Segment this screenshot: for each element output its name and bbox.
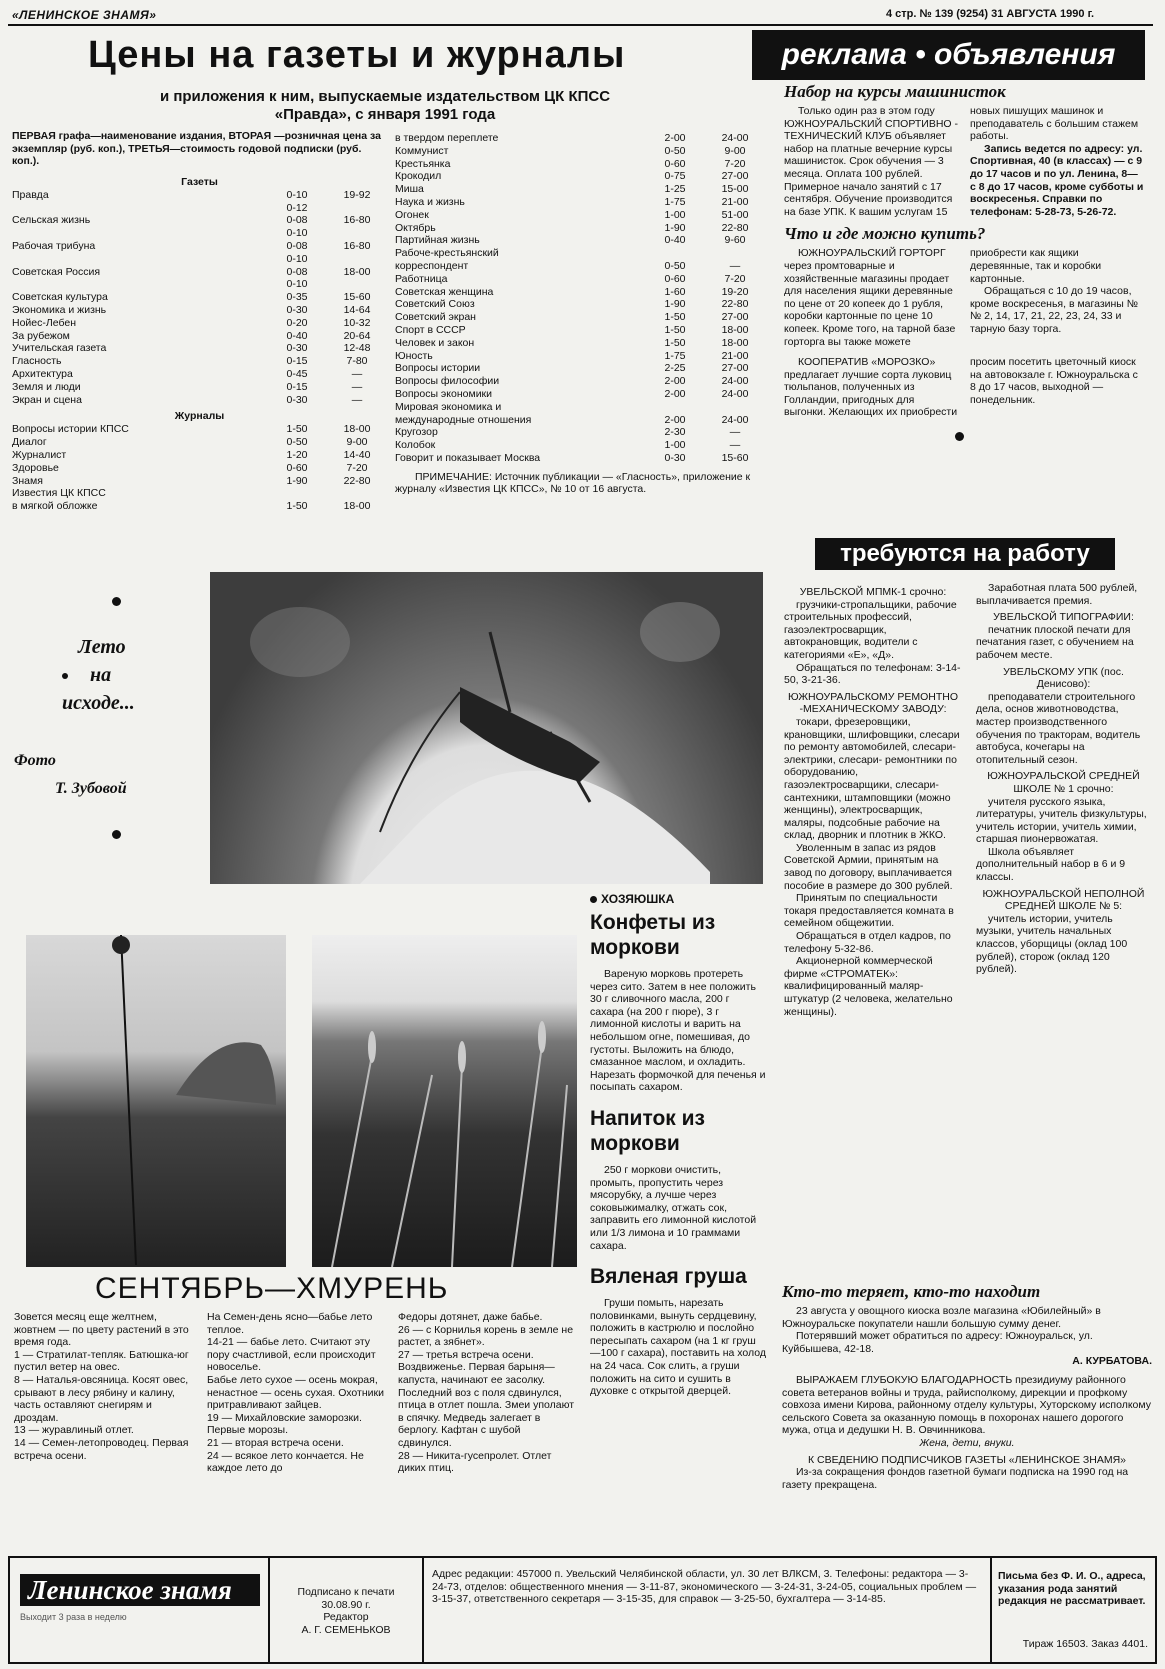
footer-divider (990, 1558, 992, 1662)
retail-price: 0-10 (286, 278, 308, 291)
caption-leto: Лето (78, 636, 126, 658)
publication-name: Советский экран (395, 311, 476, 324)
subscription-price: 14-64 (343, 303, 371, 316)
publication-name: в мягкой обложке (12, 500, 98, 513)
price-row (395, 286, 765, 299)
subscription-price: 22-80 (343, 474, 371, 487)
publication-name: Юность (395, 349, 433, 362)
subscription-price: 15-60 (721, 451, 749, 464)
prices-col-2 (395, 132, 765, 496)
subscription-price: 12-48 (343, 342, 371, 355)
retail-price: 1-50 (664, 336, 686, 349)
price-row (395, 260, 765, 273)
footer-logo: Ленинское знамя (20, 1574, 260, 1606)
job-paragraph: печатник плоской печати для печатания газет, с обучением на рабочем месте. (976, 623, 1134, 661)
retail-price: 0-35 (286, 291, 308, 304)
publication-name: Вопросы экономики (395, 387, 493, 400)
lost-block (782, 1282, 1152, 1491)
subscribers-head: К СВЕДЕНИЮ ПОДПИСЧИКОВ ГАЗЕТЫ «ЛЕНИНСКОЕ ЗНАМЯ» (808, 1453, 1126, 1466)
retail-price: 0-30 (286, 393, 308, 406)
publication-name: Архитектура (12, 367, 73, 380)
retail-price: 0-15 (286, 355, 308, 368)
subscription-price: — (729, 259, 741, 272)
subscription-price: 24-00 (721, 387, 749, 400)
subscription-price: 7-80 (346, 355, 368, 368)
prices-title: Цены на газеты и журналы (88, 34, 626, 76)
price-row (395, 362, 765, 375)
price-row (12, 475, 387, 488)
price-row (12, 214, 387, 227)
retail-price: 1-90 (664, 298, 686, 311)
publication-name (12, 202, 267, 215)
job-paragraph: учитель истории, учитель музыки, учитель начальных классов, уборщицы (оклад 100 рублей), сторож (оклад 120 рублей). (976, 912, 1128, 976)
subscription-price (705, 401, 765, 414)
publication-name (12, 278, 267, 291)
footer-logo-sub: Выходит 3 раза в неделю (20, 1612, 127, 1622)
price-row (395, 452, 765, 465)
caption-na: на (90, 664, 112, 686)
magazines-list (12, 423, 387, 513)
retail-price: 1-00 (664, 208, 686, 221)
top-rule (8, 24, 1153, 26)
caption-foto: Фото (14, 752, 56, 769)
publication-name: Знамя (12, 474, 43, 487)
subscription-price: 19-92 (343, 188, 371, 201)
price-row (395, 209, 765, 222)
caption-ishode: исходе... (62, 692, 135, 714)
september-col-3: Федоры дотянет, даже бабье. 26 — с Корнилья корень в земле не растет, а зябнет». 27 — третья встреча осени. Воздвиженье. Первая барыня— капуста, начинают ее засолку. Последний воз с поля сдвинулся, птица в отлет пошла. Змеи уполают в спячку. Медведь залегает в берлогу. Кафтан с шубой сдвинулся. 28 — Никита-гусепролет. Отлет диких птиц. (398, 1311, 575, 1475)
publication-name: Спорт в СССР (395, 323, 466, 336)
retail-price: 2-30 (664, 426, 686, 439)
subscription-price: 15-60 (343, 291, 371, 304)
jobs-banner: требуются на работу (815, 538, 1115, 570)
price-row (395, 324, 765, 337)
grasshopper-photo (210, 572, 763, 884)
price-row (395, 132, 765, 145)
price-row (12, 394, 387, 407)
subscription-price: — (351, 380, 363, 393)
recipe-text-2: 250 г моркови очистить, промыть, пропустить через мясорубку, а лучше через соковыжималку, отжать сок, заправить его лимонной кислотой или 1/3 лимона и 10 граммами сахара. (590, 1163, 757, 1252)
price-row (395, 196, 765, 209)
subscription-price: 16-80 (343, 214, 371, 227)
jobs-col-1 (784, 582, 962, 1018)
retail-price: 0-12 (286, 201, 308, 214)
publication-name: Экономика и жизнь (12, 303, 107, 316)
price-row (12, 449, 387, 462)
typing-text-2: Запись ведется по адресу: ул. Спортивная, 40 (в классах) — с 9 до 17 часов и по ул. Ленина, 8— с 8 до 17 часов, кроме субботы и воскресенья. Справки по телефонам: 5-28-73, 5-26-72. (970, 142, 1144, 218)
publication-name: Мировая экономика и (395, 400, 502, 413)
job-paragraph: Обращаться в отдел кадров, по телефону 5-32-86. (784, 930, 951, 955)
price-row (395, 414, 765, 427)
publication-name: Советский Союз (395, 298, 475, 311)
job-paragraph: Акционерной коммерческой фирме «СТРОМАТЕК»: квалифицированный маляр-штукатур (2 человека, желательно женщины). (784, 955, 953, 1018)
publication-name: Журналист (12, 448, 67, 461)
retail-price (645, 247, 705, 260)
subscription-price: 9-00 (724, 144, 746, 157)
price-row (12, 304, 387, 317)
subscription-price: 7-20 (724, 272, 746, 285)
caption-author: Т. Зубовой (55, 780, 127, 797)
subscription-price: 16-80 (343, 239, 371, 252)
retail-price: 1-20 (286, 448, 308, 461)
price-row (12, 487, 387, 500)
buy-head: Что и где можно купить? (784, 224, 986, 244)
jobs-col-2 (976, 582, 1151, 976)
subscription-price: 51-00 (721, 208, 749, 221)
price-row (12, 278, 387, 291)
retail-price: 1-50 (664, 323, 686, 336)
price-row (395, 375, 765, 388)
publication-name: в твердом переплете (395, 132, 499, 144)
publication-name: Наука и жизнь (395, 195, 465, 208)
price-row (395, 298, 765, 311)
retail-price: 0-08 (286, 265, 308, 278)
price-row (395, 401, 765, 414)
footer-divider (268, 1558, 270, 1662)
prices-list-2 (395, 132, 765, 465)
subscription-price: 10-32 (343, 316, 371, 329)
subscription-price: 14-40 (343, 448, 371, 461)
subscription-price (327, 487, 387, 500)
subscription-price: — (351, 393, 363, 406)
retail-price: 1-50 (286, 423, 308, 436)
footer (8, 1556, 1157, 1664)
price-row (12, 317, 387, 330)
publication-name: Вопросы истории (395, 362, 481, 375)
footer-logo-area (20, 1574, 260, 1622)
price-row (12, 291, 387, 304)
job-paragraph: ЮЖНОУРАЛЬСКОЙ СРЕДНЕЙ ШКОЛЕ № 1 срочно: (987, 770, 1140, 795)
retail-price: 1-75 (664, 349, 686, 362)
footer-editor: А. Г. СЕМЕНЬКОВ (301, 1623, 391, 1636)
ads-block (784, 82, 1144, 419)
retail-price: 0-45 (286, 367, 308, 380)
subscription-price: 18-00 (721, 323, 749, 336)
publication-name: Гласность (12, 355, 62, 368)
subscription-price: 27-00 (721, 170, 749, 183)
retail-price (267, 487, 327, 500)
retail-price: 0-30 (286, 303, 308, 316)
job-paragraph: Уволенным в запас из рядов Советской Армии, принятым на завод по договору, выплачивается пособие в размере до 300 рублей. (784, 841, 953, 892)
subscription-price: 9-60 (724, 234, 746, 247)
subscribers-text: Из-за сокращения фондов газетной бумаги подписка на 1990 год на газету прекращена. (782, 1466, 1129, 1491)
job-paragraph: токари, фрезеровщики, крановщики, шлифовщики, слесари по ремонту автомобилей, слесари-электрики, слесари- ремонтники по оборудованию, газоэлектросварщики, слесари-сантехники, штамповщики (можно женщины), электросварщик, маляры, подсобные рабочие на склад, дворник и плотник в ЖКО. (784, 715, 960, 842)
prices-subtitle: и приложения к ним, выпускаемые издательством ЦК КПСС «Правда», с января 1991 года (159, 88, 611, 123)
retail-price: 1-90 (664, 221, 686, 234)
publication-name: Партийная жизнь (395, 234, 480, 247)
subscription-price: 24-00 (721, 413, 749, 426)
september-title: СЕНТЯБРЬ—ХМУРЕНЬ (95, 1272, 449, 1305)
publication-name: Огонек (395, 208, 429, 221)
publication-name: Сельская жизнь (12, 214, 91, 227)
job-paragraph: ЮЖНОУРАЛЬСКОМУ РЕМОНТНО -МЕХАНИЧЕСКОМУ ЗАВОДУ: (787, 690, 959, 716)
job-paragraph: Заработная плата 500 рублей, выплачивается премия. (976, 582, 1138, 607)
lost-head: Кто-то теряет, кто-то находит (782, 1282, 1041, 1301)
price-row (395, 426, 765, 439)
price-row (12, 266, 387, 279)
subscription-price: — (351, 367, 363, 380)
retail-price: 1-50 (664, 311, 686, 324)
publication-name: За рубежом (12, 329, 70, 342)
retail-price: 0-40 (286, 329, 308, 342)
retail-price: 0-60 (664, 157, 686, 170)
retail-price: 0-60 (664, 272, 686, 285)
retail-price: 1-00 (664, 439, 686, 452)
job-paragraph: преподаватели строительного дела, основ животноводства, мастер производственного обучения по тракторам, водитель автобуса, кочегары на отопительный сезон. (976, 690, 1141, 766)
job-paragraph: Принятым по специальности токаря предоставляется комната в семейном общежитии. (784, 892, 954, 930)
recipe-title-3: Вяленая груша (590, 1265, 747, 1289)
subscription-price: 22-80 (721, 221, 749, 234)
subscription-price: 21-00 (721, 195, 749, 208)
subscription-price: 9-00 (346, 436, 368, 449)
job-paragraph: грузчики-стропальщики, рабочие строительных профессий, газоэлектросварщик, автокрановщик, водители с категориями «Е», «Д». (784, 598, 957, 661)
wheat-photo (312, 935, 577, 1267)
footer-editor-label: Редактор (323, 1611, 369, 1624)
subscription-price: 18-00 (721, 336, 749, 349)
subscription-price: 18-00 (343, 500, 371, 513)
publication-name: Учительская газета (12, 342, 107, 355)
footer-signed-text: Подписано к печати 30.08.90 г. (297, 1586, 395, 1611)
subscription-price: 22-80 (721, 298, 749, 311)
retail-price: 0-30 (286, 342, 308, 355)
lost-text: 23 августа у овощного киоска возле магазина «Юбилейный» в Южноуральске покупатели нашли большую сумму денег. (782, 1305, 1101, 1330)
prices-note: ПРИМЕЧАНИЕ: Источник публикации — «Гласность», приложение к журналу «Известия ЦК КПСС», № 10 от 16 августа. (395, 470, 751, 496)
price-row (12, 368, 387, 381)
job-paragraph: Обращаться по телефонам: 3-14-50, 3-21-36. (784, 661, 961, 687)
subscription-price: 18-00 (343, 423, 371, 436)
prices-intro: ПЕРВАЯ графа—наименование издания, ВТОРАЯ —розничная цена за экземпляр (руб. коп.), ТРЕТЬЯ—стоимость годовой подписки (руб. коп.). (12, 130, 381, 168)
publication-name: Здоровье (12, 461, 59, 474)
footer-signed (276, 1586, 416, 1636)
price-row (12, 240, 387, 253)
hostess-rubric: ХОЗЯЮШКА (601, 892, 675, 906)
job-paragraph: УВЕЛЬСКОМУ УПК (пос. Денисово): (1003, 665, 1124, 691)
lost-text-2: Потерявший может обратиться по адресу: Южноуральск, ул. Куйбышева, 42-18. (782, 1330, 1093, 1355)
job-paragraph: ЮЖНОУРАЛЬСКОЙ НЕПОЛНОЙ СРЕДНЕЙ ШКОЛЕ № 5: (982, 887, 1145, 913)
bullet-dot (590, 896, 597, 903)
retail-price: 0-10 (286, 227, 308, 240)
job-paragraph: УВЕЛЬСКОЙ ТИПОГРАФИИ: (993, 611, 1134, 624)
buy-text: ЮЖНОУРАЛЬСКИЙ ГОРТОРГ через промтоварные и хозяйственные магазины продает для населения ящики деревянные по цене от 20 копеек до 1 рубля, коробки картонные по цене 10 копеек. Кроме того, на тарной базе горторга вы также можете приобрести как ящики деревянные, так и коробки картонные. (784, 247, 1102, 348)
newspapers-list (12, 189, 387, 407)
retail-price (645, 401, 705, 414)
typing-head: Набор на курсы машинисток (784, 82, 1006, 101)
bullet-dot (112, 830, 121, 839)
job-paragraph: Школа объявляет дополнительный набор в 6 и 9 классы. (976, 845, 1126, 884)
price-row (12, 342, 387, 355)
publication-name: Советская культура (12, 291, 108, 304)
subscription-price (327, 278, 387, 291)
footer-letters: Письма без Ф. И. О., адреса, указания рода занятий редакция не рассматривает. (998, 1570, 1146, 1608)
publication-name: корреспондент (395, 259, 469, 272)
bullet-dot (62, 673, 68, 679)
retail-price: 0-50 (664, 144, 686, 157)
retail-price: 0-10 (286, 252, 308, 265)
publication-name: Человек и закон (395, 336, 475, 349)
publication-name: Колобок (395, 439, 436, 452)
subscription-price (705, 247, 765, 260)
meadow-photo (26, 935, 286, 1267)
september-col-1: Зовется месяц еще желтнем, жовтнем — по цвету растений в это время года. 1 — Стратилат-тепляк. Батюшка-юг пустил ветер на овес. 8 — Наталья-овсяница. Косят овес, срывают в лесу рябину и калину, часть оставляют снегирям и дроздам. 13 — журавлиный отлет. 14 — Семен-летопроводец. Первая встреча осени. (14, 1311, 189, 1462)
retail-price: 1-50 (286, 500, 308, 513)
subscription-price: 24-00 (721, 375, 749, 388)
price-row (395, 311, 765, 324)
haystack-icon (26, 935, 286, 1267)
price-row (395, 337, 765, 350)
thanks-text: ВЫРАЖАЕМ ГЛУБОКУЮ БЛАГОДАРНОСТЬ президиуму районного совета ветеранов войны и труда, райисполкому, дирекции и профкому совхоза имени Кирова, районному отделу культуры, Хуторскому исполкому сельского Совета за оказанную помощь в похоронах нашего дорогого мужа, отца и дедушки Н. В. Овчинникова. (782, 1373, 1151, 1437)
retail-price: 0-30 (664, 451, 686, 464)
price-row (12, 436, 387, 449)
retail-price: 0-08 (286, 239, 308, 252)
retail-price: 0-60 (286, 461, 308, 474)
publication-name: Кругозор (395, 426, 438, 439)
publication-name: Земля и люди (12, 380, 81, 393)
thanks-sign: Жена, дети, внуки. (919, 1436, 1015, 1449)
retail-price: 2-25 (664, 362, 686, 375)
hostess-block (590, 892, 766, 1398)
publication-name: Известия ЦК КПСС (12, 487, 106, 500)
price-row (12, 462, 387, 475)
morozko-text: КООПЕРАТИВ «МОРОЗКО» предлагает лучшие сорта луковиц тюльпанов, полученных из Голландии, пригодных для выгонки. Желающих их приобрести просим посетить цветочный киоск на автовокзале г. Южноуральска с 8 до 17 часов, выходной — понедельник. (784, 356, 1138, 419)
footer-address: Адрес редакции: 457000 п. Увельский Челябинской области, ул. 30 лет ВЛКСМ, 3. Телефоны: редактора — 3-24-73, отделов: общественного мнения — 3-11-87, экономического — 3-24-31, 3-24-05, социальных проблем — 3-15-37, ответственного секретаря — 3-15-35, для справок — 3-25-50, бухгалтера — 3-14-85. (432, 1568, 977, 1606)
publication-name (12, 227, 267, 240)
retail-price: 0-40 (664, 234, 686, 247)
price-row (395, 158, 765, 171)
subscription-price: 15-00 (721, 183, 749, 196)
publication-name: Советская женщина (395, 285, 494, 298)
retail-price: 0-20 (286, 316, 308, 329)
prices-col-1 (12, 130, 387, 513)
buy-text-2: Обращаться с 10 до 19 часов, кроме воскресенья, в магазины №№ 2, 14, 17, 21, 22, 23, 24, 33 и тарную базу торга. (970, 285, 1139, 335)
price-row (12, 330, 387, 343)
retail-price: 2-00 (664, 132, 686, 144)
subscription-price: 19-20 (721, 285, 749, 298)
subscription-price: — (729, 426, 741, 439)
publication-name: Рабочая трибуна (12, 239, 96, 252)
price-row (395, 388, 765, 401)
recipe-text-1: Вареную морковь протереть через сито. Затем в нее положить 30 г сливочного масла, 200 г сахара (на 200 г пюре), 3 г лимонной кислоты и варить на небольшом огне, помешивая, до густоты. Выложить на блюдо, смазанное маслом, и охладить. Нарезать формочкой для печенья и посыпать сахаром. (590, 968, 766, 1094)
publication-name: Крокодил (395, 170, 442, 183)
subscription-price (327, 227, 387, 240)
price-row (12, 355, 387, 368)
publication-name: Коммунист (395, 144, 449, 157)
ads-banner: реклама • объявления (752, 30, 1145, 80)
masthead: «ЛЕНИНСКОЕ ЗНАМЯ» (12, 8, 157, 22)
publication-name: Рабоче-крестьянский (395, 247, 499, 260)
price-row (12, 381, 387, 394)
price-row (395, 183, 765, 196)
retail-price: 2-00 (664, 413, 686, 426)
price-row (12, 253, 387, 266)
retail-price: 0-75 (664, 170, 686, 183)
bullet-dot (955, 432, 964, 441)
price-row (395, 222, 765, 235)
job-paragraph: учителя русского языка, литературы, учитель физкультуры, учитель истории, учитель химии, старшая пионервожатая. (976, 795, 1147, 846)
subscription-price: 18-00 (343, 265, 371, 278)
retail-price: 1-90 (286, 474, 308, 487)
retail-price: 0-15 (286, 380, 308, 393)
subscription-price (327, 253, 387, 266)
price-row (395, 350, 765, 363)
publication-name: Миша (395, 183, 424, 196)
retail-price: 0-08 (286, 214, 308, 227)
price-row (395, 234, 765, 247)
recipe-title-1: Конфеты из моркови (590, 911, 716, 959)
retail-price: 0-10 (286, 188, 308, 201)
price-row (12, 189, 387, 202)
recipe-title-2: Напиток из моркови (590, 1106, 705, 1155)
publication-name: Диалог (12, 436, 47, 449)
retail-price: 2-00 (664, 375, 686, 388)
publication-name: Экран и сцена (12, 393, 82, 406)
publication-name: международные отношения (395, 413, 532, 426)
price-row (12, 500, 387, 513)
job-paragraph: УВЕЛЬСКОЙ МПМК-1 срочно: (799, 586, 947, 598)
publication-name: Говорит и показывает Москва (395, 451, 541, 464)
retail-price: 1-60 (664, 285, 686, 298)
footer-tirage: Тираж 16503. Заказ 4401. (1022, 1638, 1148, 1650)
bullet-dot (112, 597, 121, 606)
retail-price: 1-25 (664, 183, 686, 196)
price-row (12, 423, 387, 436)
subscription-price: 27-00 (721, 311, 749, 324)
retail-price: 0-50 (286, 436, 308, 449)
price-row (12, 227, 387, 240)
newspapers-head: Газеты (181, 175, 218, 188)
price-row (395, 170, 765, 183)
footer-divider (422, 1558, 424, 1662)
price-row (395, 439, 765, 452)
price-row (395, 273, 765, 286)
publication-name: Крестьянка (395, 157, 451, 170)
publication-name (12, 253, 267, 266)
subscription-price (327, 202, 387, 215)
subscription-price: 27-00 (721, 362, 749, 375)
price-row (395, 145, 765, 158)
price-row (12, 202, 387, 215)
publication-name: Вопросы философии (395, 375, 500, 388)
retail-price: 2-00 (664, 387, 686, 400)
subscription-price: 7-20 (724, 157, 746, 170)
subscription-price: 7-20 (346, 461, 368, 474)
subscription-price: 24-00 (721, 132, 749, 144)
grasshopper-icon (210, 572, 763, 884)
subscription-price: 21-00 (721, 349, 749, 362)
retail-price: 0-50 (664, 259, 686, 272)
publication-name: Нойес-Лебен (12, 316, 77, 329)
subscription-price: 20-64 (343, 329, 371, 342)
recipe-text-3: Груши помыть, нарезать половинками, вынуть сердцевину, положить в кастрюлю и послойно пересыпать сахаром (на 1 кг груш —100 г сахара), поставить на холод на 24 часа. Сок слить, а груши положить на сито и сушить в духовке с открытой дверцей. (590, 1297, 766, 1398)
retail-price: 1-75 (664, 195, 686, 208)
september-col-2: На Семен-день ясно—бабье лето теплое. 14-21 — бабье лето. Считают эту пору счастливой, если происходит новоселье. Бабье лето сухое — осень мокрая, ненастное — осень сухая. Охотники притравливают зайцев. 19 — Михайловские заморозки. Первые морозы. 21 — вторая встреча осени. 24 — всякое лето кончается. Не каждое лето до (207, 1311, 384, 1475)
issue-line: 4 стр. № 139 (9254) 31 АВГУСТА 1990 г. (886, 8, 1095, 20)
subscription-price: — (729, 439, 741, 452)
lost-sign: А. КУРБАТОВА. (1072, 1355, 1152, 1368)
publication-name: Советская Россия (12, 265, 101, 278)
price-row (395, 247, 765, 260)
publication-name: Правда (12, 188, 49, 201)
publication-name: Работница (395, 272, 448, 285)
publication-name: Октябрь (395, 221, 436, 234)
magazines-head: Журналы (174, 410, 225, 423)
typing-text: Только один раз в этом году ЮЖНОУРАЛЬСКИЙ СПОРТИВНО - ТЕХНИЧЕСКИЙ КЛУБ объявляет набор на платные вечерние курсы машинисток. Срок обучения — 3 месяца. Оплата 100 рублей. Примерное начало занятий с 17 сентября. Обучение производится на базе УПК. К вашим услугам 15 новых пишущих машинок и преподаватель с большим стажем работы. (784, 105, 1139, 218)
wheat-icon (312, 935, 577, 1267)
publication-name: Вопросы истории КПСС (12, 423, 129, 436)
